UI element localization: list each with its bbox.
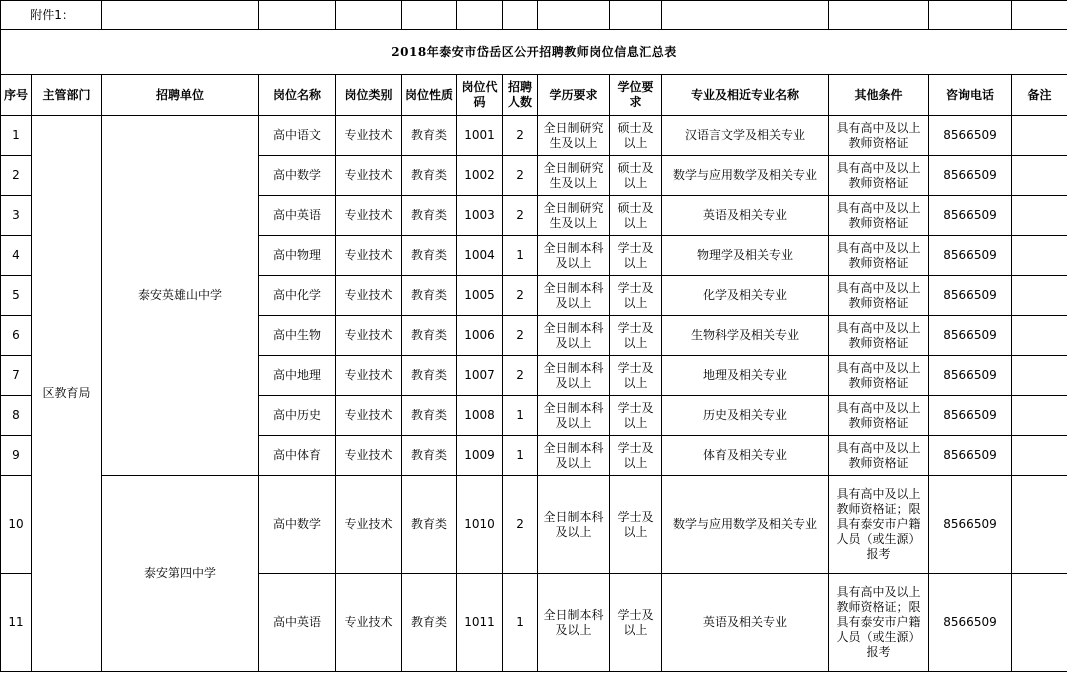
header-seq[interactable]: 序号 <box>1 75 32 116</box>
major-cell[interactable]: 汉语言文学及相关专业 <box>662 116 829 156</box>
major-cell[interactable]: 体育及相关专业 <box>662 436 829 476</box>
other-conditions-cell[interactable]: 具有高中及以上教师资格证 <box>829 396 929 436</box>
header-post-cat[interactable]: 岗位类别 <box>336 75 402 116</box>
degree-cell[interactable]: 学士及以上 <box>610 276 662 316</box>
header-count[interactable]: 招聘人数 <box>503 75 538 116</box>
hire-count-cell[interactable]: 2 <box>503 156 538 196</box>
post-code-cell[interactable]: 1005 <box>457 276 503 316</box>
title-row <box>1 30 1067 75</box>
other-conditions-cell[interactable]: 具有高中及以上教师资格证 <box>829 436 929 476</box>
unit-cell[interactable]: 泰安第四中学 <box>102 476 259 672</box>
post-nature-cell[interactable]: 教育类 <box>402 116 457 156</box>
post-code-cell[interactable]: 1003 <box>457 196 503 236</box>
major-cell[interactable]: 英语及相关专业 <box>662 196 829 236</box>
header-row <box>1 75 1067 116</box>
degree-cell[interactable]: 学士及以上 <box>610 436 662 476</box>
hire-count-cell[interactable]: 2 <box>503 116 538 156</box>
post-nature-cell[interactable]: 教育类 <box>402 396 457 436</box>
other-conditions-cell[interactable]: 具有高中及以上教师资格证；限具有泰安市户籍人员（或生源）报考 <box>829 574 929 672</box>
unit-cell[interactable]: 泰安英雄山中学 <box>102 116 259 476</box>
post-code-cell[interactable]: 1004 <box>457 236 503 276</box>
education-cell[interactable]: 全日制本科及以上 <box>538 316 610 356</box>
table-title[interactable]: 2018年泰安市岱岳区公开招聘教师岗位信息汇总表 <box>1 30 1067 75</box>
header-phone[interactable]: 咨询电话 <box>929 75 1012 116</box>
hire-count-cell[interactable]: 1 <box>503 236 538 276</box>
attachment-row <box>1 1 1067 30</box>
education-cell[interactable]: 全日制本科及以上 <box>538 436 610 476</box>
post-name-cell[interactable]: 高中英语 <box>259 196 336 236</box>
post-code-cell[interactable]: 1001 <box>457 116 503 156</box>
empty-cell[interactable] <box>503 1 538 30</box>
degree-cell[interactable]: 学士及以上 <box>610 356 662 396</box>
post-name-cell[interactable]: 高中英语 <box>259 574 336 672</box>
attachment-label[interactable]: 附件1： <box>1 1 102 30</box>
post-nature-cell[interactable]: 教育类 <box>402 356 457 396</box>
phone-cell[interactable]: 8566509 <box>929 316 1012 356</box>
post-code-cell[interactable]: 1010 <box>457 476 503 574</box>
degree-cell[interactable]: 硕士及以上 <box>610 116 662 156</box>
degree-cell[interactable]: 学士及以上 <box>610 396 662 436</box>
other-conditions-cell[interactable]: 具有高中及以上教师资格证 <box>829 156 929 196</box>
post-category-cell[interactable]: 专业技术 <box>336 196 402 236</box>
header-edu[interactable]: 学历要求 <box>538 75 610 116</box>
phone-cell[interactable]: 8566509 <box>929 476 1012 574</box>
phone-cell[interactable]: 8566509 <box>929 436 1012 476</box>
remark-cell[interactable] <box>1012 236 1067 276</box>
post-code-cell[interactable]: 1006 <box>457 316 503 356</box>
post-name-cell[interactable]: 高中数学 <box>259 156 336 196</box>
seq-cell[interactable]: 4 <box>1 236 32 276</box>
header-post-nature[interactable]: 岗位性质 <box>402 75 457 116</box>
header-major[interactable]: 专业及相近专业名称 <box>662 75 829 116</box>
phone-cell[interactable]: 8566509 <box>929 396 1012 436</box>
seq-cell[interactable]: 3 <box>1 196 32 236</box>
major-cell[interactable]: 化学及相关专业 <box>662 276 829 316</box>
phone-cell[interactable]: 8566509 <box>929 356 1012 396</box>
education-cell[interactable]: 全日制研究生及以上 <box>538 156 610 196</box>
major-cell[interactable]: 英语及相关专业 <box>662 574 829 672</box>
major-cell[interactable]: 生物科学及相关专业 <box>662 316 829 356</box>
remark-cell[interactable] <box>1012 276 1067 316</box>
remark-cell[interactable] <box>1012 476 1067 574</box>
degree-cell[interactable]: 学士及以上 <box>610 316 662 356</box>
header-post-code[interactable]: 岗位代码 <box>457 75 503 116</box>
post-nature-cell[interactable]: 教育类 <box>402 574 457 672</box>
empty-cell[interactable] <box>662 1 829 30</box>
other-conditions-cell[interactable]: 具有高中及以上教师资格证 <box>829 116 929 156</box>
education-cell[interactable]: 全日制本科及以上 <box>538 396 610 436</box>
phone-cell[interactable]: 8566509 <box>929 156 1012 196</box>
remark-cell[interactable] <box>1012 316 1067 356</box>
other-conditions-cell[interactable]: 具有高中及以上教师资格证；限具有泰安市户籍人员（或生源）报考 <box>829 476 929 574</box>
post-category-cell[interactable]: 专业技术 <box>336 436 402 476</box>
post-name-cell[interactable]: 高中数学 <box>259 476 336 574</box>
phone-cell[interactable]: 8566509 <box>929 574 1012 672</box>
hire-count-cell[interactable]: 1 <box>503 396 538 436</box>
post-category-cell[interactable]: 专业技术 <box>336 116 402 156</box>
post-code-cell[interactable]: 1007 <box>457 356 503 396</box>
post-code-cell[interactable]: 1008 <box>457 396 503 436</box>
hire-count-cell[interactable]: 2 <box>503 356 538 396</box>
post-nature-cell[interactable]: 教育类 <box>402 476 457 574</box>
other-conditions-cell[interactable]: 具有高中及以上教师资格证 <box>829 196 929 236</box>
major-cell[interactable]: 地理及相关专业 <box>662 356 829 396</box>
remark-cell[interactable] <box>1012 116 1067 156</box>
empty-cell[interactable] <box>610 1 662 30</box>
seq-cell[interactable]: 6 <box>1 316 32 356</box>
degree-cell[interactable]: 硕士及以上 <box>610 156 662 196</box>
empty-cell[interactable] <box>538 1 610 30</box>
post-name-cell[interactable]: 高中化学 <box>259 276 336 316</box>
remark-cell[interactable] <box>1012 436 1067 476</box>
post-category-cell[interactable]: 专业技术 <box>336 276 402 316</box>
degree-cell[interactable]: 学士及以上 <box>610 476 662 574</box>
education-cell[interactable]: 全日制研究生及以上 <box>538 196 610 236</box>
header-remark[interactable]: 备注 <box>1012 75 1067 116</box>
empty-cell[interactable] <box>457 1 503 30</box>
post-category-cell[interactable]: 专业技术 <box>336 356 402 396</box>
remark-cell[interactable] <box>1012 356 1067 396</box>
header-post-name[interactable]: 岗位名称 <box>259 75 336 116</box>
post-name-cell[interactable]: 高中物理 <box>259 236 336 276</box>
post-nature-cell[interactable]: 教育类 <box>402 236 457 276</box>
post-code-cell[interactable]: 1009 <box>457 436 503 476</box>
education-cell[interactable]: 全日制研究生及以上 <box>538 116 610 156</box>
hire-count-cell[interactable]: 2 <box>503 476 538 574</box>
post-code-cell[interactable]: 1011 <box>457 574 503 672</box>
department-cell[interactable]: 区教育局 <box>32 116 102 672</box>
post-category-cell[interactable]: 专业技术 <box>336 574 402 672</box>
major-cell[interactable]: 数学与应用数学及相关专业 <box>662 156 829 196</box>
education-cell[interactable]: 全日制本科及以上 <box>538 476 610 574</box>
post-nature-cell[interactable]: 教育类 <box>402 156 457 196</box>
degree-cell[interactable]: 学士及以上 <box>610 574 662 672</box>
post-category-cell[interactable]: 专业技术 <box>336 476 402 574</box>
phone-cell[interactable]: 8566509 <box>929 236 1012 276</box>
phone-cell[interactable]: 8566509 <box>929 116 1012 156</box>
post-category-cell[interactable]: 专业技术 <box>336 316 402 356</box>
header-other[interactable]: 其他条件 <box>829 75 929 116</box>
education-cell[interactable]: 全日制本科及以上 <box>538 574 610 672</box>
post-name-cell[interactable]: 高中体育 <box>259 436 336 476</box>
hire-count-cell[interactable]: 2 <box>503 316 538 356</box>
seq-cell[interactable]: 10 <box>1 476 32 574</box>
phone-cell[interactable]: 8566509 <box>929 276 1012 316</box>
empty-cell[interactable] <box>259 1 336 30</box>
table-row <box>1 116 1067 156</box>
post-name-cell[interactable]: 高中生物 <box>259 316 336 356</box>
hire-count-cell[interactable]: 1 <box>503 436 538 476</box>
table-row <box>1 476 1067 574</box>
hire-count-cell[interactable]: 2 <box>503 276 538 316</box>
empty-cell[interactable] <box>402 1 457 30</box>
other-conditions-cell[interactable]: 具有高中及以上教师资格证 <box>829 356 929 396</box>
seq-cell[interactable]: 7 <box>1 356 32 396</box>
seq-cell[interactable]: 9 <box>1 436 32 476</box>
empty-cell[interactable] <box>1012 1 1067 30</box>
hire-count-cell[interactable]: 2 <box>503 196 538 236</box>
degree-cell[interactable]: 硕士及以上 <box>610 196 662 236</box>
education-cell[interactable]: 全日制本科及以上 <box>538 356 610 396</box>
post-nature-cell[interactable]: 教育类 <box>402 436 457 476</box>
other-conditions-cell[interactable]: 具有高中及以上教师资格证 <box>829 236 929 276</box>
header-degree[interactable]: 学位要求 <box>610 75 662 116</box>
major-cell[interactable]: 历史及相关专业 <box>662 396 829 436</box>
phone-cell[interactable]: 8566509 <box>929 196 1012 236</box>
remark-cell[interactable] <box>1012 396 1067 436</box>
remark-cell[interactable] <box>1012 196 1067 236</box>
remark-cell[interactable] <box>1012 156 1067 196</box>
post-category-cell[interactable]: 专业技术 <box>336 156 402 196</box>
seq-cell[interactable]: 2 <box>1 156 32 196</box>
empty-cell[interactable] <box>102 1 259 30</box>
hire-count-cell[interactable]: 1 <box>503 574 538 672</box>
post-category-cell[interactable]: 专业技术 <box>336 236 402 276</box>
seq-cell[interactable]: 11 <box>1 574 32 672</box>
post-name-cell[interactable]: 高中历史 <box>259 396 336 436</box>
seq-cell[interactable]: 1 <box>1 116 32 156</box>
post-code-cell[interactable]: 1002 <box>457 156 503 196</box>
other-conditions-cell[interactable]: 具有高中及以上教师资格证 <box>829 316 929 356</box>
header-dept[interactable]: 主管部门 <box>32 75 102 116</box>
header-unit[interactable]: 招聘单位 <box>102 75 259 116</box>
empty-cell[interactable] <box>829 1 929 30</box>
major-cell[interactable]: 物理学及相关专业 <box>662 236 829 276</box>
education-cell[interactable]: 全日制本科及以上 <box>538 276 610 316</box>
post-category-cell[interactable]: 专业技术 <box>336 396 402 436</box>
post-name-cell[interactable]: 高中语文 <box>259 116 336 156</box>
empty-cell[interactable] <box>929 1 1012 30</box>
post-nature-cell[interactable]: 教育类 <box>402 196 457 236</box>
degree-cell[interactable]: 学士及以上 <box>610 236 662 276</box>
post-nature-cell[interactable]: 教育类 <box>402 316 457 356</box>
post-name-cell[interactable]: 高中地理 <box>259 356 336 396</box>
education-cell[interactable]: 全日制本科及以上 <box>538 236 610 276</box>
seq-cell[interactable]: 8 <box>1 396 32 436</box>
seq-cell[interactable]: 5 <box>1 276 32 316</box>
major-cell[interactable]: 数学与应用数学及相关专业 <box>662 476 829 574</box>
empty-cell[interactable] <box>336 1 402 30</box>
other-conditions-cell[interactable]: 具有高中及以上教师资格证 <box>829 276 929 316</box>
post-nature-cell[interactable]: 教育类 <box>402 276 457 316</box>
remark-cell[interactable] <box>1012 574 1067 672</box>
